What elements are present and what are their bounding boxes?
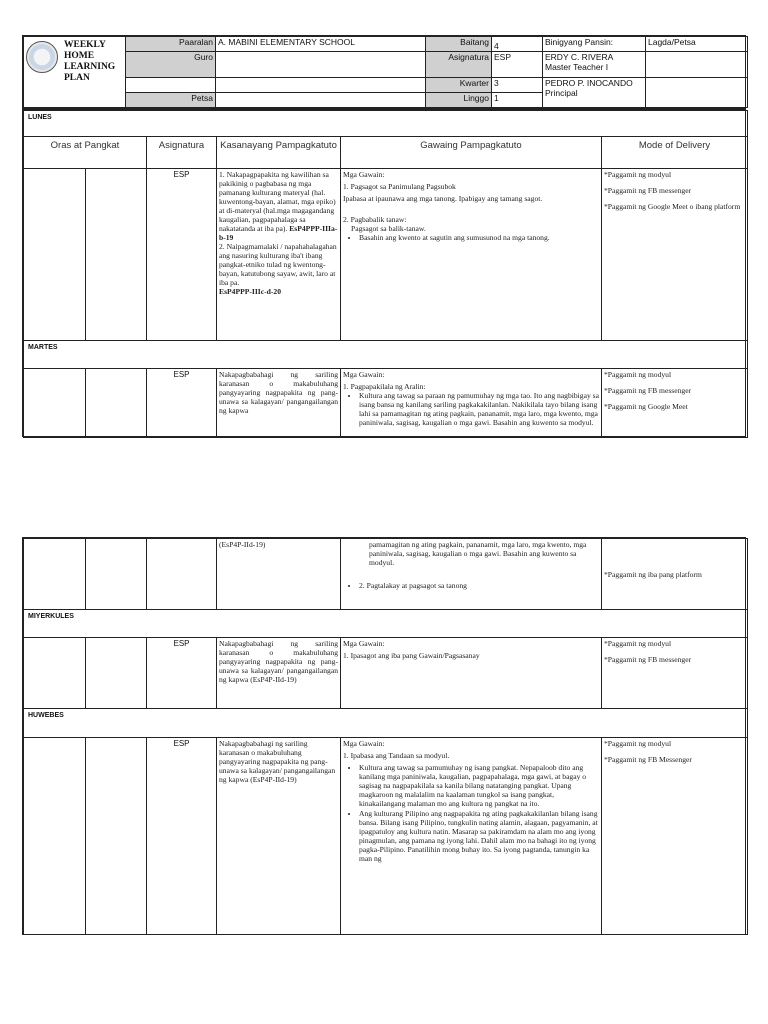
gawain-sub: Pagsagot sa balik-tanaw. <box>351 224 426 233</box>
bigyang-pansin-label: Binigyang Pansin: <box>543 37 646 52</box>
day-row-lunes: LUNES <box>24 111 748 137</box>
gawain-item: • 2. Pagtalakay at pagsagot sa tanong <box>359 581 599 590</box>
mode-item: *Paggamit ng modyul <box>604 370 672 379</box>
mode-cell <box>602 539 748 610</box>
teacher-title: Master Teacher I <box>545 61 609 72</box>
kasanayan-cell: Nakapagbabahagi ng sariling karanasan o makabuluhang pangyayaring nagpapakita ng pang-unawa sa kalagayan/ pangangailangan ng kapwa <box>217 369 341 438</box>
baitang-label: Baitang <box>426 37 492 52</box>
pangkat-cell <box>86 169 147 341</box>
lagda-label: Lagda/Petsa <box>646 37 748 52</box>
mode-item: *Paggamit ng FB messenger <box>604 386 692 395</box>
code-2: EsP4PPP-IIIc-d-20 <box>219 287 282 296</box>
guro-label: Guro <box>126 51 216 77</box>
gawain-heading: Mga Gawain: <box>343 739 385 748</box>
gawain-item: 2. Pagbabalik tanaw: <box>343 215 407 224</box>
plan-title: WEEKLY HOME LEARNING PLAN <box>64 40 116 83</box>
gawain-cell <box>341 638 602 709</box>
gawain-bullet: • Kultura ang tawag sa pamumuhay ng isang pangkat. Nepapaloob dito ang kanilang mga paniniwala, kaugalian, pagpapahalaga, mga gawi, at bagay o sagisag na nagpapakilala sa kanila bilang natatanging pangkat. Upang magkaroon ng malalalim na kaalaman tungkol sa isang pangkat, kinakailangang malaman mo ang kultura ng pangkat na ito. <box>359 763 599 808</box>
gawain-cell <box>341 369 602 438</box>
oras-cell <box>24 539 86 610</box>
oras-cell <box>24 738 86 935</box>
gawain-bullet-cont: pamamagitan ng ating pagkain, pananamit, mga laro, mga kwento, mga paniniwala, sagisag, kaugalian o mga gawi. Basahin ang kuwento sa modyul. <box>369 540 587 567</box>
table-row-martes <box>24 369 748 438</box>
guro-value <box>216 51 426 77</box>
mode-item: *Paggamit ng modyul <box>604 170 672 179</box>
paaralan-label: Paaralan <box>126 37 216 52</box>
table-row-huwebes <box>24 738 748 935</box>
mode-item: *Paggamit ng FB messenger <box>604 186 692 195</box>
table-row-lunes <box>24 169 748 341</box>
subject-cell: ESP <box>147 638 217 709</box>
gawain-heading: Mga Gawain: <box>343 370 385 379</box>
mode-item: *Paggamit ng Google Meet o ibang platform <box>604 202 741 211</box>
kwarter-value: 3 <box>492 78 543 93</box>
gawain-item: 1. Pagsagot sa Panimulang Pagsubok <box>343 182 456 191</box>
col-asignatura: Asignatura <box>147 137 217 169</box>
gawain-item: 1. Pagpapakilala ng Aralin: <box>343 382 426 391</box>
col-gawain: Gawaing Pampagkatuto <box>341 137 602 169</box>
subject-cell: ESP <box>147 738 217 935</box>
subject-cell: ESP <box>147 169 217 341</box>
pangkat-cell <box>86 539 147 610</box>
principal-name: PEDRO P. INOCANDO <box>545 78 633 89</box>
petsa-value <box>216 93 426 108</box>
gawain-item: 1. Ipasagot ang iba pang Gawain/Pagsasanay <box>343 651 480 660</box>
mode-cell <box>602 169 748 341</box>
pangkat-cell <box>86 369 147 438</box>
table-row-miyerkules <box>24 638 748 709</box>
oras-cell <box>24 638 86 709</box>
linggo-value: 1 <box>492 93 543 108</box>
mode-item: *Paggamit ng modyul <box>604 739 672 748</box>
gawain-item: 1. Ipabasa ang Tandaan sa modyul. <box>343 751 450 760</box>
asignatura-value: ESP <box>492 51 543 77</box>
day-row-martes: MARTES <box>24 341 748 369</box>
header-table <box>22 35 746 109</box>
gawain-heading: Mga Gawain: <box>343 170 385 179</box>
pangkat-cell <box>86 738 147 935</box>
plan-table-page-2 <box>22 537 746 935</box>
table-row-martes-cont <box>24 539 748 610</box>
kasanayan-1: 1. Nakapagpapakita ng kawilihan sa pakikinig o pagbabasa ng mga pamanang kulturang materyal (hal. kuwentong-bayan, alamat, mga epiko) at di-materyal (hal.mga magagandang kaugalian, pagpapahalaga sa nakatatanda at iba pa). <box>219 170 336 233</box>
mode-item: *Paggamit ng modyul <box>604 639 672 648</box>
kasanayan-2: 2. Naipagmamalaki / napahahalagahan ang nasuring kulturang iba't ibang pangkat-etniko tulad ng kwentong-bayan, katutubong sayaw, awit, laro at iba pa. <box>219 242 337 287</box>
oras-cell <box>24 369 86 438</box>
gawain-bullet: • Ang kulturang Pilipino ang nagpapakita ng ating pagkakakilanlan bilang isang bansa. Bilang isang Pilipino, tungkulin nating alamin, alagaan, pagyamanin, at ipagpatuloy ang kultura natin. Masarap sa pakiramdam na alam mo ang iyong pinagmulan, ang pamana ng iyong lahi. Dahil alam mo na bahagi ito ng iyong pagka-Pilipino. Panatilihin mong buhay ito. Sa iyong pagtanda, tanungin ka man ng <box>359 809 599 863</box>
mode-item: *Paggamit ng FB messenger <box>604 655 692 664</box>
teacher-cell <box>543 51 646 77</box>
linggo-label: Linggo <box>426 93 492 108</box>
kasanayan-cell <box>217 169 341 341</box>
col-mode: Mode of Delivery <box>602 137 748 169</box>
kasanayan-code: (EsP4P-IId-19) <box>217 539 341 610</box>
mode-item: *Paggamit ng Google Meet <box>604 402 688 411</box>
gawain-desc: Ipabasa at ipaunawa ang mga tanong. Ipabigay ang tamang sagot. <box>343 194 543 203</box>
gawain-bullet: • Basahin ang kwento at sagutin ang sumusunod na mga tanong. <box>359 233 599 242</box>
plan-table-page-1 <box>22 109 746 437</box>
gawain-cell <box>341 738 602 935</box>
teacher-signature <box>646 51 748 77</box>
principal-cell <box>543 78 646 108</box>
blank-value <box>216 78 426 93</box>
code-1: EsP4PPP-IIIa-b-19 <box>219 224 338 242</box>
day-row-miyerkules: MIYERKULES <box>24 610 748 638</box>
petsa-label: Petsa <box>126 93 216 108</box>
mode-cell <box>602 369 748 438</box>
gawain-bullet: • Kultura ang tawag sa paraan ng pamumuhay ng mga tao. Ito ang nagbibigay sa isang bansa ng kanilang sariling pagkakakilanlan. Nakikilala tayo bilang isang lahi sa pamamagitan ng ating pagkain, pananamit, mga laro, mga kwento, mga paniniwala, sagisag, kaugalian o mga gawi. Basahin ang kuwento sa modyul. <box>359 391 599 418</box>
kwarter-label: Kwarter <box>426 78 492 93</box>
gawain-heading: Mga Gawain: <box>343 639 385 648</box>
principal-title: Principal <box>545 88 578 99</box>
asignatura-label: Asignatura <box>426 51 492 77</box>
title-cell <box>24 37 126 108</box>
subject-cell: ESP <box>147 369 217 438</box>
teacher-name: ERDY C. RIVERA <box>545 51 614 62</box>
oras-cell <box>24 169 86 341</box>
mode-cell <box>602 738 748 935</box>
col-kasanayan: Kasanayang Pampagkatuto <box>217 137 341 169</box>
pangkat-cell <box>86 638 147 709</box>
kasanayan-cell: Nakapagbabahagi ng sariling karanasan o makabuluhang pangyayaring nagpapakita ng pang-unawa sa kalagayan/ pangangailangan ng kapwa (EsP4P-IId-19) <box>217 738 341 935</box>
gawain-cell <box>341 169 602 341</box>
baitang-value: 4 <box>492 37 543 52</box>
day-row-huwebes: HUWEBES <box>24 709 748 738</box>
deped-seal-icon <box>26 41 58 73</box>
col-oras: Oras at Pangkat <box>24 137 147 169</box>
gawain-cell <box>341 539 602 610</box>
principal-signature <box>646 78 748 108</box>
subject-cell <box>147 539 217 610</box>
kasanayan-cell: Nakapagbabahagi ng sariling karanasan o makabuluhang pangyayaring nagpapakita ng pang-unawa sa kalagayan/ pangangailangan ng kapwa (EsP4P-IId-19) <box>217 638 341 709</box>
mode-item: *Paggamit ng iba pang platform <box>604 569 702 579</box>
mode-cell <box>602 638 748 709</box>
mode-item: *Paggamit ng FB Messenger <box>604 755 692 764</box>
paaralan-value: A. MABINI ELEMENTARY SCHOOL <box>216 37 426 52</box>
